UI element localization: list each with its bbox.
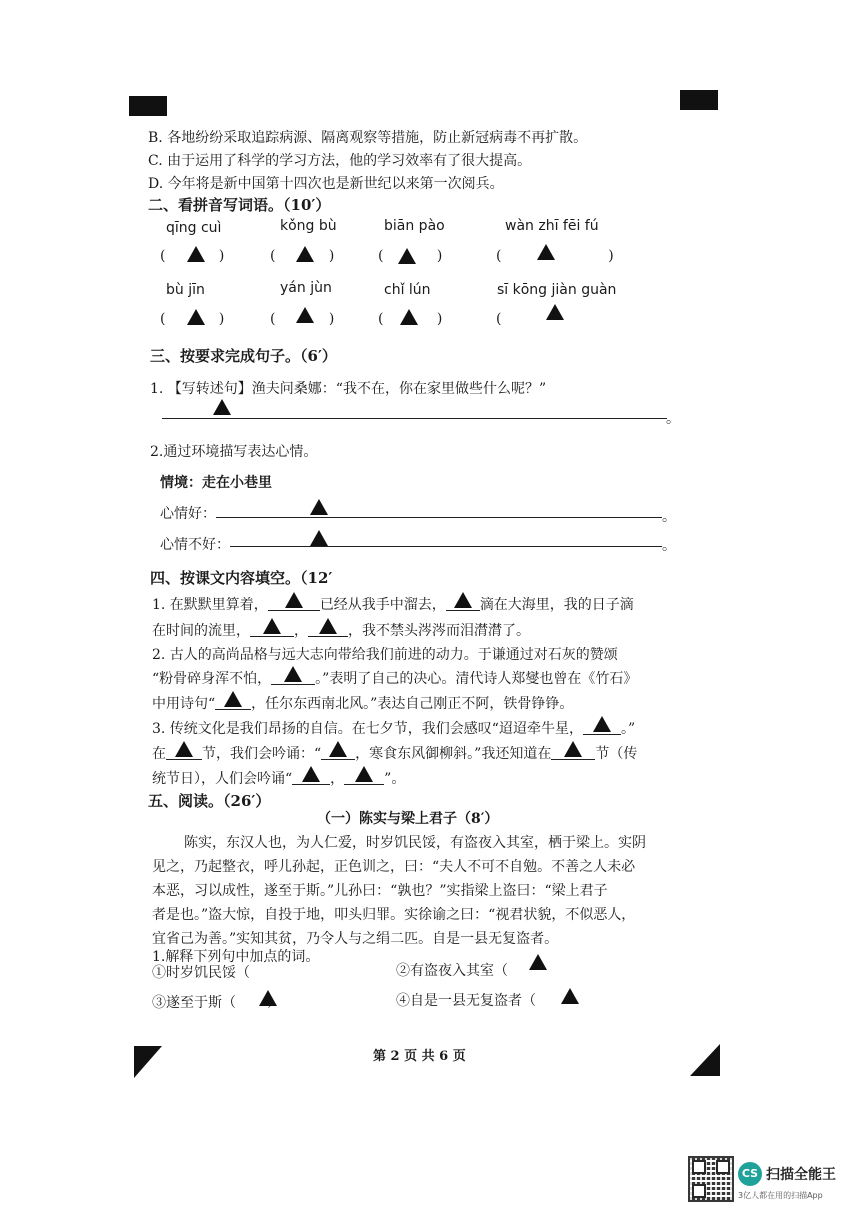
answer-marker-icon (296, 307, 314, 323)
answer-marker-icon (561, 988, 579, 1004)
period-mark: 。 (666, 411, 680, 427)
section-2-title: 二、看拼音写词语。（10′） (148, 196, 331, 214)
answer-box-6[interactable]: ( ) (270, 311, 335, 327)
text: 滴在大海里，我的日子滴 (479, 597, 634, 613)
blank[interactable] (166, 745, 202, 760)
answer-marker-icon (537, 244, 555, 260)
option-d: D. 今年将是新中国第十四次也是新世纪以来第一次阅兵。 (148, 176, 504, 192)
blank[interactable] (292, 770, 330, 785)
passage-line-5: 宜省己为善。”实知其贫，乃令人与之绢二匹。自是一县无复盗者。 (152, 931, 559, 947)
answer-marker-icon (564, 741, 582, 757)
answer-line-good[interactable] (216, 517, 662, 518)
pinyin-5: bù jīn (166, 282, 205, 298)
pinyin-7: chǐ lún (384, 282, 431, 298)
brand-tagline: 3亿人都在用的扫描App (738, 1191, 823, 1200)
answer-marker-icon (319, 618, 337, 634)
blank[interactable] (250, 622, 294, 637)
text: 在时间的流里， (152, 623, 250, 639)
section-5-q1: 1.解释下列句中加点的词。 (152, 949, 320, 965)
answer-line-q1[interactable] (162, 418, 667, 419)
section-4-q3-line2 (152, 743, 637, 763)
answer-marker-icon (296, 246, 314, 262)
pinyin-6: yán jùn (280, 280, 332, 296)
blank[interactable] (583, 720, 621, 735)
answer-marker-icon (329, 741, 347, 757)
passage-title: （一）陈实与梁上君子（8′） (317, 811, 499, 827)
corner-mark-bottom-left (134, 1046, 162, 1078)
good-mood-label: 心情好： (160, 506, 216, 522)
section-3-q2: 2.通过环境描写表达心情。 (150, 444, 318, 460)
text: 统节日），人们会吟诵“ (152, 771, 293, 787)
text: “粉骨碎身浑不怕， (152, 671, 272, 687)
answer-box-7[interactable]: ( ) (378, 311, 443, 327)
blank[interactable] (271, 670, 315, 685)
answer-marker-icon (224, 691, 242, 707)
item-2: ②有盗夜入其室（ (396, 963, 508, 979)
text: ，我不禁头涔涔而泪潸潸了。 (348, 623, 530, 639)
blank[interactable] (446, 596, 480, 611)
section-4-q2-line2 (152, 668, 637, 688)
corner-mark-bottom-right (690, 1044, 720, 1076)
option-b: B. 各地纷纷采取追踪病源、隔离观察等措施，防止新冠病毒不再扩散。 (148, 130, 588, 146)
bad-mood-label: 心情不好： (160, 537, 230, 553)
item-1: ①时岁饥民馁（ (152, 965, 250, 981)
pinyin-2: kǒng bù (280, 218, 337, 234)
blank[interactable] (344, 770, 384, 785)
answer-box-4[interactable]: ( ) (496, 248, 614, 264)
text: ，寒食东风御柳斜。”我还知道在 (355, 746, 552, 762)
section-5-title: 五、阅读。（26′） (148, 792, 271, 810)
answer-marker-icon (187, 246, 205, 262)
text: ） (267, 995, 282, 1011)
section-3-q1: 1. 【写转述句】渔夫问桑娜：“我不在，你在家里做些什么呢？” (150, 381, 547, 397)
text: 。” (620, 721, 636, 737)
answer-marker-icon (263, 618, 281, 634)
section-4-title: 四、按课文内容填空。（12′ (150, 569, 333, 587)
passage-line-4: 者是也。”盗大惊，自投于地，叩头归罪。实徐谕之曰：“视君状貌，不似恶人， (152, 907, 636, 923)
section-3-title: 三、按要求完成句子。（6′） (150, 347, 337, 365)
answer-marker-icon (302, 766, 320, 782)
pinyin-8: sī kōng jiàn guàn (497, 282, 617, 298)
text: 节，我们会吟诵：“ (202, 746, 322, 762)
qr-code-icon (690, 1158, 732, 1200)
text: ”。 (384, 771, 406, 787)
passage-line-3: 本恶，习以成性，遂至于斯。”儿孙曰：“孰也？”实指梁上盗曰：“梁上君子 (152, 883, 608, 899)
brand-name: 扫描全能王 (766, 1167, 836, 1183)
answer-marker-icon (546, 304, 564, 320)
pinyin-4: wàn zhī fēi fú (505, 218, 599, 234)
section-4-q3-line1 (152, 718, 635, 738)
blank[interactable] (321, 745, 355, 760)
qr-finder (716, 1160, 730, 1174)
answer-marker-icon (285, 592, 303, 608)
answer-marker-icon (398, 248, 416, 264)
section-4-q3-line3 (152, 768, 405, 788)
answer-marker-icon (187, 309, 205, 325)
section-4-q1-line2 (152, 620, 530, 640)
page-number: 第 2 页 共 6 页 (373, 1049, 466, 1064)
text: 已经从我手中溜去， (319, 597, 446, 613)
answer-marker-icon (213, 399, 231, 415)
section-4-q2-line1: 2. 古人的高尚品格与远大志向带给我们前进的动力。于谦通过对石灰的赞颂 (152, 647, 618, 663)
answer-marker-icon (400, 309, 418, 325)
text: ， (330, 771, 345, 787)
qr-finder (692, 1184, 706, 1198)
period-mark: 。 (662, 538, 676, 554)
cs-logo-icon: CS (738, 1162, 762, 1186)
blank[interactable] (551, 745, 595, 760)
registration-mark-top-right (680, 90, 718, 110)
text: 。”表明了自己的决心。清代诗人郑燮也曾在《竹石》 (315, 671, 638, 687)
answer-marker-icon (284, 666, 302, 682)
section-4-q1-line1 (152, 594, 634, 614)
pinyin-3: biān pào (384, 218, 445, 234)
period-mark: 。 (662, 509, 676, 525)
answer-box-5[interactable]: ( ) (160, 311, 225, 327)
answer-marker-icon (310, 499, 328, 515)
text: 3. 传统文化是我们昂扬的自信。在七夕节，我们会感叹“迢迢牵牛星， (152, 721, 583, 737)
passage-line-2: 见之，乃起整衣，呼儿孙起，正色训之，曰：“夫人不可不自勉。不善之人未必 (152, 859, 636, 875)
qr-finder (692, 1160, 706, 1174)
text: ，任尔东西南北风。”表达自己刚正不阿，铁骨铮铮。 (251, 696, 574, 712)
answer-marker-icon (593, 716, 611, 732)
text: 在 (152, 746, 166, 762)
pinyin-1: qīng cuì (166, 220, 222, 236)
answer-box-1[interactable]: ( ) (160, 248, 225, 264)
answer-marker-icon (310, 530, 328, 546)
answer-box-3[interactable]: ( ) (378, 248, 443, 264)
answer-box-2[interactable]: ( ) (270, 248, 335, 264)
text: 1. 在默默里算着， (152, 597, 268, 613)
answer-marker-icon (355, 766, 373, 782)
blank[interactable] (215, 695, 251, 710)
answer-line-bad[interactable] (230, 546, 662, 547)
item-4: ④自是一县无复盗者（ (396, 993, 536, 1009)
answer-box-8[interactable]: ( (496, 311, 502, 327)
scene-label: 情境：走在小巷里 (160, 475, 272, 491)
answer-marker-icon (529, 954, 547, 970)
answer-marker-icon (259, 990, 277, 1006)
registration-mark-top-left (129, 96, 167, 116)
option-c: C. 由于运用了科学的学习方法，他的学习效率有了很大提高。 (148, 153, 532, 169)
text: 中用诗句“ (152, 696, 216, 712)
blank[interactable] (308, 622, 348, 637)
section-4-q2-line3 (152, 693, 573, 713)
blank[interactable] (268, 596, 320, 611)
text: 节（传 (595, 746, 638, 762)
text: ， (294, 623, 308, 639)
answer-marker-icon (454, 592, 472, 608)
text: ③遂至于斯（ (152, 995, 236, 1011)
answer-marker-icon (175, 741, 193, 757)
passage-line-1: 陈实，东汉人也，为人仁爱，时岁饥民馁，有盗夜入其室，栖于梁上。实阴 (184, 835, 646, 851)
